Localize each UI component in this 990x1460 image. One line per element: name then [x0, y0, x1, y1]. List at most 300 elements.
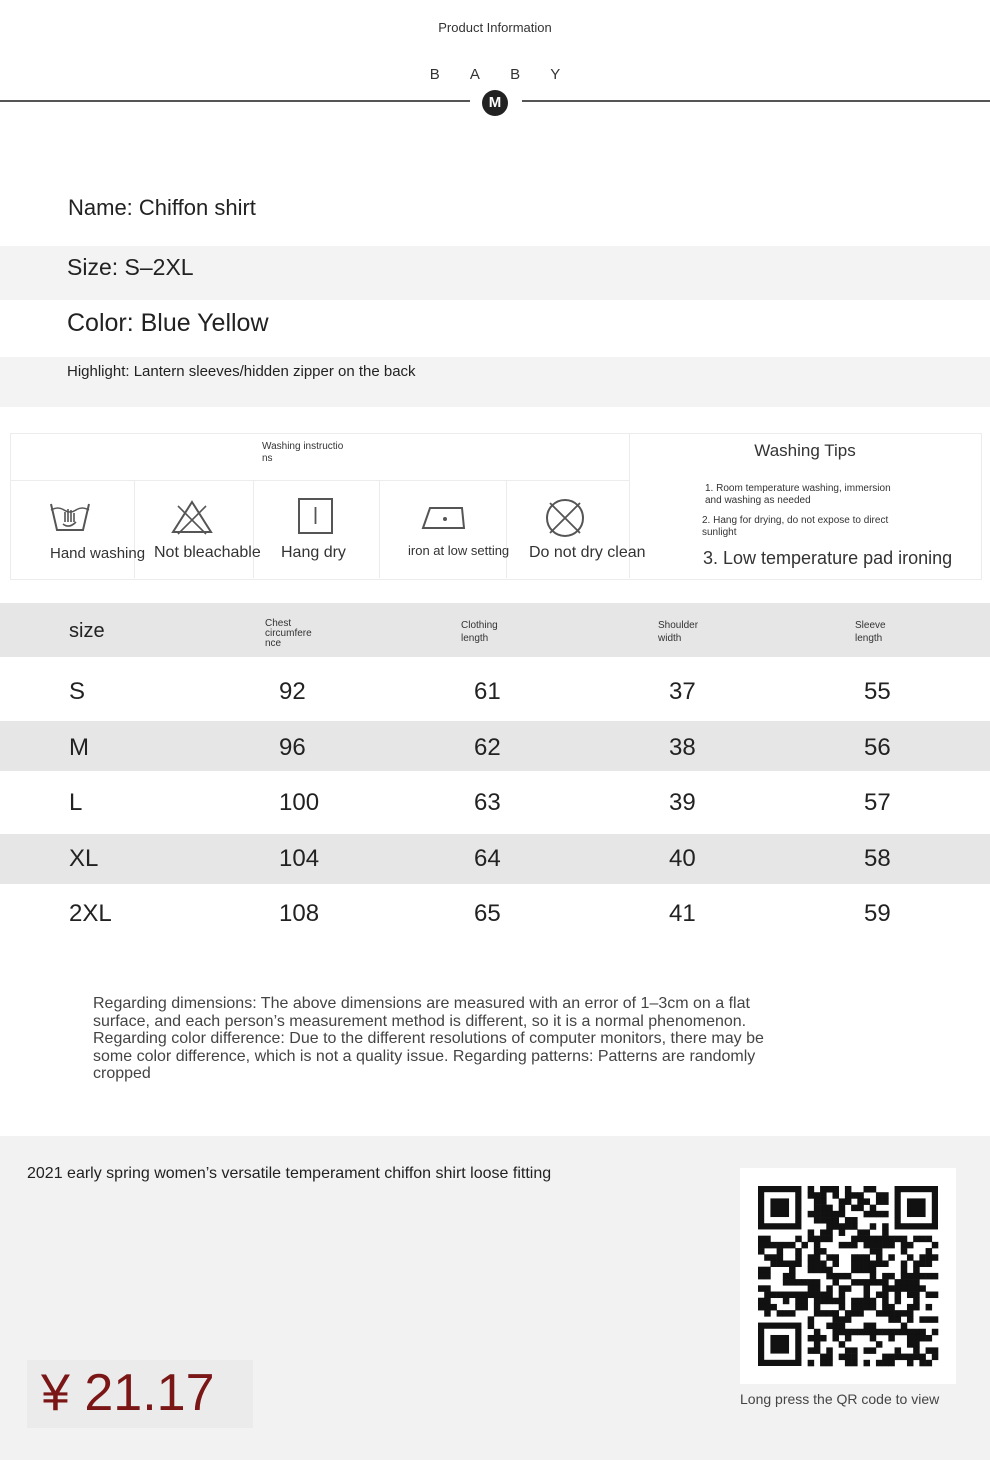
qr-module — [814, 1242, 821, 1249]
qr-module — [758, 1273, 765, 1280]
qr-module — [826, 1267, 833, 1274]
qr-module — [789, 1267, 796, 1274]
qr-module — [864, 1260, 871, 1267]
qr-module — [783, 1279, 790, 1286]
qr-module — [876, 1198, 883, 1205]
qr-module — [845, 1310, 852, 1317]
qr-module — [870, 1267, 877, 1274]
length-cell: 64 — [474, 845, 501, 872]
qr-module — [857, 1205, 864, 1212]
qr-module — [777, 1260, 784, 1267]
qr-module — [814, 1298, 821, 1305]
qr-module — [758, 1304, 765, 1311]
brand-letter: B — [510, 66, 521, 83]
qr-module — [826, 1236, 833, 1243]
qr-module — [789, 1260, 796, 1267]
qr-module — [882, 1223, 889, 1230]
qr-module — [814, 1211, 821, 1218]
qr-module — [832, 1273, 839, 1280]
qr-module — [907, 1310, 914, 1317]
brand-logo: M — [482, 90, 508, 116]
header-line: Shoulder — [658, 620, 699, 631]
qr-module — [764, 1304, 771, 1311]
qr-module — [913, 1267, 920, 1274]
qr-module — [795, 1236, 802, 1243]
qr-module — [820, 1292, 827, 1299]
header-line: circumfere — [265, 628, 312, 639]
brand-letter: Y — [550, 66, 561, 83]
qr-module — [895, 1298, 902, 1305]
qr-module — [826, 1292, 833, 1299]
qr-module — [870, 1335, 877, 1342]
qr-module — [826, 1254, 833, 1261]
size-column-header: size — [69, 620, 105, 642]
qr-module — [808, 1316, 815, 1323]
header-line: Clothing — [461, 620, 498, 631]
note-line: some color difference, which is not a quality issue. Regarding patterns: Patterns are randomly — [93, 1047, 756, 1065]
qr-module — [882, 1310, 889, 1317]
qr-module — [820, 1310, 827, 1317]
qr-module — [901, 1267, 908, 1274]
qr-caption: Long press the QR code to view — [740, 1391, 940, 1407]
qr-module — [839, 1198, 846, 1205]
qr-module — [901, 1248, 908, 1255]
qr-module — [820, 1211, 827, 1218]
qr-module — [864, 1198, 871, 1205]
qr-module — [814, 1198, 821, 1205]
qr-module — [826, 1223, 833, 1230]
qr-module — [808, 1260, 815, 1267]
header-rule-left — [0, 100, 470, 102]
qr-module — [857, 1192, 864, 1199]
qr-module — [895, 1279, 902, 1286]
qr-module — [783, 1298, 790, 1305]
qr-module — [851, 1205, 858, 1212]
qr-module — [932, 1273, 939, 1280]
chest-column-header — [265, 619, 312, 649]
header-line: width — [658, 633, 682, 644]
note-line: Regarding color difference: Due to the different resolutions of computer monitors, there may be — [93, 1030, 764, 1048]
qr-module — [826, 1186, 833, 1193]
qr-module — [888, 1335, 895, 1342]
qr-module — [888, 1329, 895, 1336]
qr-module — [882, 1192, 889, 1199]
qr-module — [851, 1360, 858, 1367]
qr-module — [758, 1248, 765, 1255]
header-line: length — [855, 633, 883, 644]
qr-module — [845, 1242, 852, 1249]
qr-module — [851, 1242, 858, 1249]
qr-module — [808, 1211, 815, 1218]
qr-module — [764, 1310, 771, 1317]
qr-module — [795, 1298, 802, 1305]
qr-module — [845, 1347, 852, 1354]
qr-module — [919, 1254, 926, 1261]
qr-module — [832, 1279, 839, 1286]
qr-module — [864, 1211, 871, 1218]
qr-module — [832, 1298, 839, 1305]
qr-module — [764, 1273, 771, 1280]
qr-module — [826, 1217, 833, 1224]
size-cell: L — [69, 789, 83, 816]
qr-module — [764, 1298, 771, 1305]
brand-letter: B — [429, 66, 440, 83]
qr-module — [832, 1223, 839, 1230]
size-cell: XL — [69, 845, 99, 872]
qr-module — [814, 1254, 821, 1261]
qr-module — [870, 1347, 877, 1354]
sleeve-cell: 56 — [864, 734, 891, 761]
qr-module — [864, 1236, 871, 1243]
qr-module — [907, 1292, 914, 1299]
product-highlight: Highlight: Lantern sleeves/hidden zipper on the back — [67, 363, 416, 380]
qr-module — [901, 1310, 908, 1317]
qr-module — [808, 1347, 815, 1354]
qr-module — [851, 1329, 858, 1336]
size-cell: 2XL — [69, 900, 112, 927]
qr-module — [913, 1341, 920, 1348]
qr-module — [801, 1298, 808, 1305]
qr-module — [839, 1285, 846, 1292]
qr-module — [907, 1316, 914, 1323]
qr-module — [876, 1310, 883, 1317]
qr-module — [795, 1304, 802, 1311]
qr-module — [907, 1304, 914, 1311]
qr-module — [901, 1279, 908, 1286]
qr-module — [814, 1192, 821, 1199]
qr-module — [820, 1267, 827, 1274]
length-cell: 65 — [474, 900, 501, 927]
hang-dry-icon — [297, 497, 335, 537]
qr-module — [926, 1335, 933, 1342]
product-color: Color: Blue Yellow — [67, 309, 269, 337]
qr-module — [820, 1248, 827, 1255]
qr-module — [882, 1304, 889, 1311]
qr-module — [839, 1323, 846, 1330]
qr-module — [851, 1192, 858, 1199]
qr-module — [876, 1242, 883, 1249]
washing-instructions-title — [262, 441, 343, 465]
qr-module — [932, 1254, 939, 1261]
washing-tip-line: sunlight — [702, 527, 737, 538]
qr-module — [814, 1341, 821, 1348]
qr-module — [814, 1248, 821, 1255]
qr-module — [845, 1223, 852, 1230]
qr-module — [851, 1310, 858, 1317]
shoulder-column-header — [658, 619, 698, 645]
qr-module — [932, 1316, 939, 1323]
qr-module — [895, 1236, 902, 1243]
qr-module — [845, 1192, 852, 1199]
qr-module — [882, 1198, 889, 1205]
qr-module — [907, 1341, 914, 1348]
qr-module — [870, 1211, 877, 1218]
sleeve-cell: 57 — [864, 789, 891, 816]
qr-module — [913, 1347, 920, 1354]
qr-module — [808, 1186, 815, 1193]
qr-module — [864, 1285, 871, 1292]
qr-module — [882, 1292, 889, 1299]
qr-module — [832, 1186, 839, 1193]
qr-module — [919, 1285, 926, 1292]
qr-module — [932, 1329, 939, 1336]
wash-label: Hand washing — [50, 545, 146, 562]
qr-module — [926, 1360, 933, 1367]
qr-code-image — [740, 1168, 956, 1384]
qr-module — [926, 1273, 933, 1280]
qr-module — [907, 1335, 914, 1342]
product-name: Name: Chiffon shirt — [68, 195, 256, 220]
qr-module — [770, 1260, 777, 1267]
qr-module — [801, 1304, 808, 1311]
qr-module — [895, 1292, 902, 1299]
qr-module — [870, 1242, 877, 1249]
size-cell: S — [69, 678, 86, 705]
qr-module — [864, 1323, 871, 1330]
page-title: Product Information — [438, 20, 552, 35]
qr-module — [882, 1360, 889, 1367]
qr-module — [758, 1285, 765, 1292]
qr-module — [845, 1186, 852, 1193]
wash-label: Hang dry — [281, 544, 346, 561]
qr-module — [820, 1360, 827, 1367]
size-cell: M — [69, 734, 89, 761]
qr-module — [851, 1260, 858, 1267]
qr-module — [864, 1347, 871, 1354]
qr-module — [808, 1279, 815, 1286]
qr-module — [926, 1347, 933, 1354]
qr-module — [882, 1329, 889, 1336]
qr-module — [826, 1205, 833, 1212]
qr-code[interactable] — [740, 1168, 956, 1384]
qr-module — [845, 1335, 852, 1342]
qr-module — [864, 1242, 871, 1249]
qr-module — [789, 1292, 796, 1299]
qr-module — [882, 1298, 889, 1305]
qr-module — [882, 1260, 889, 1267]
qr-module — [839, 1298, 846, 1305]
header-rule-right — [522, 100, 990, 102]
qr-module — [907, 1360, 914, 1367]
qr-module — [826, 1354, 833, 1361]
qr-module — [770, 1254, 777, 1261]
qr-module — [814, 1310, 821, 1317]
washing-tip-line: and washing as needed — [705, 495, 811, 506]
header-line: Sleeve — [855, 620, 886, 631]
qr-module — [783, 1242, 790, 1249]
qr-module — [839, 1292, 846, 1299]
qr-module — [857, 1304, 864, 1311]
qr-module — [832, 1316, 839, 1323]
note-line: cropped — [93, 1065, 151, 1083]
qr-module — [845, 1360, 852, 1367]
qr-module — [839, 1304, 846, 1311]
measurement-note — [93, 995, 893, 1083]
qr-module — [870, 1236, 877, 1243]
qr-module — [851, 1254, 858, 1261]
qr-module — [808, 1254, 815, 1261]
qr-module — [845, 1198, 852, 1205]
qr-module — [764, 1242, 771, 1249]
length-cell: 61 — [474, 678, 501, 705]
length-column-header — [461, 619, 498, 645]
qr-module — [876, 1236, 883, 1243]
qr-module — [888, 1236, 895, 1243]
qr-module — [876, 1341, 883, 1348]
header-line: nce — [265, 638, 282, 649]
qr-module — [777, 1254, 784, 1261]
qr-module — [851, 1267, 858, 1274]
qr-module — [913, 1354, 920, 1361]
qr-module — [826, 1298, 833, 1305]
qr-module — [895, 1329, 902, 1336]
qr-module — [820, 1298, 827, 1305]
qr-module — [901, 1242, 908, 1249]
qr-module — [814, 1267, 821, 1274]
qr-module — [839, 1223, 846, 1230]
qr-module — [913, 1260, 920, 1267]
qr-module — [882, 1285, 889, 1292]
qr-module — [851, 1304, 858, 1311]
qr-module — [770, 1304, 777, 1311]
qr-module — [919, 1335, 926, 1342]
header-line: length — [461, 633, 489, 644]
qr-module — [913, 1236, 920, 1243]
qr-module — [839, 1273, 846, 1280]
qr-module — [764, 1267, 771, 1274]
qr-module — [888, 1285, 895, 1292]
qr-module — [820, 1205, 827, 1212]
qr-module — [808, 1229, 815, 1236]
qr-module — [814, 1347, 821, 1354]
qr-module — [832, 1329, 839, 1336]
qr-module — [832, 1211, 839, 1218]
qr-module — [851, 1298, 858, 1305]
qr-module — [919, 1329, 926, 1336]
qr-module — [832, 1335, 839, 1342]
qr-module — [789, 1310, 796, 1317]
chest-cell: 104 — [279, 845, 320, 872]
qr-module — [826, 1229, 833, 1236]
qr-module — [864, 1279, 871, 1286]
qr-module — [820, 1192, 827, 1199]
qr-module — [857, 1298, 864, 1305]
qr-module — [808, 1323, 815, 1330]
washing-tip — [702, 515, 888, 539]
qr-module — [876, 1260, 883, 1267]
qr-module — [901, 1273, 908, 1280]
no-bleach-icon — [170, 498, 214, 538]
qr-module — [758, 1267, 765, 1274]
qr-module — [777, 1242, 784, 1249]
qr-module — [864, 1304, 871, 1311]
qr-module — [901, 1260, 908, 1267]
qr-module — [913, 1292, 920, 1299]
washing-instructions-title-line: ns — [262, 453, 273, 464]
qr-module — [764, 1254, 771, 1261]
qr-module — [895, 1347, 902, 1354]
qr-module — [913, 1335, 920, 1342]
qr-module — [888, 1360, 895, 1367]
qr-module — [932, 1347, 939, 1354]
qr-module — [882, 1242, 889, 1249]
qr-module — [826, 1273, 833, 1280]
qr-module — [864, 1360, 871, 1367]
iron-low-icon — [420, 500, 468, 532]
brand-letter: A — [469, 66, 480, 83]
qr-module — [876, 1248, 883, 1255]
qr-module — [814, 1285, 821, 1292]
qr-module — [919, 1260, 926, 1267]
qr-module — [864, 1229, 871, 1236]
qr-module — [832, 1323, 839, 1330]
sleeve-cell: 55 — [864, 678, 891, 705]
qr-module — [783, 1273, 790, 1280]
qr-module — [789, 1242, 796, 1249]
qr-module — [870, 1273, 877, 1280]
qr-module — [888, 1242, 895, 1249]
qr-module — [814, 1279, 821, 1286]
qr-module — [839, 1354, 846, 1361]
qr-module — [888, 1273, 895, 1280]
qr-module — [832, 1254, 839, 1261]
qr-module — [845, 1285, 852, 1292]
wash-label: Not bleachable — [154, 544, 261, 561]
sleeve-cell: 59 — [864, 900, 891, 927]
qr-module — [764, 1292, 771, 1299]
qr-module — [808, 1292, 815, 1299]
qr-module — [758, 1236, 765, 1243]
qr-module — [839, 1341, 846, 1348]
qr-module — [814, 1217, 821, 1224]
qr-module — [932, 1292, 939, 1299]
qr-module — [876, 1211, 883, 1218]
qr-module — [864, 1186, 871, 1193]
qr-module — [814, 1335, 821, 1342]
qr-module — [826, 1360, 833, 1367]
qr-module — [926, 1260, 933, 1267]
qr-module — [826, 1347, 833, 1354]
qr-module — [857, 1267, 864, 1274]
sleeve-cell: 58 — [864, 845, 891, 872]
qr-module — [820, 1198, 827, 1205]
qr-module — [826, 1211, 833, 1218]
qr-module — [839, 1329, 846, 1336]
qr-module — [814, 1304, 821, 1311]
qr-module — [888, 1354, 895, 1361]
shoulder-cell: 37 — [669, 678, 696, 705]
qr-module — [839, 1229, 846, 1236]
qr-finder — [770, 1198, 789, 1217]
chest-cell: 108 — [279, 900, 320, 927]
length-cell: 62 — [474, 734, 501, 761]
qr-module — [808, 1285, 815, 1292]
qr-module — [845, 1329, 852, 1336]
qr-module — [851, 1236, 858, 1243]
qr-module — [808, 1335, 815, 1342]
qr-module — [895, 1285, 902, 1292]
qr-module — [901, 1285, 908, 1292]
qr-module — [826, 1323, 833, 1330]
qr-module — [870, 1223, 877, 1230]
qr-module — [795, 1292, 802, 1299]
qr-module — [851, 1354, 858, 1361]
product-size: Size: S–2XL — [67, 254, 194, 280]
qr-module — [876, 1360, 883, 1367]
qr-module — [839, 1211, 846, 1218]
qr-module — [913, 1329, 920, 1336]
price-label: ¥ 21.17 — [27, 1360, 253, 1428]
